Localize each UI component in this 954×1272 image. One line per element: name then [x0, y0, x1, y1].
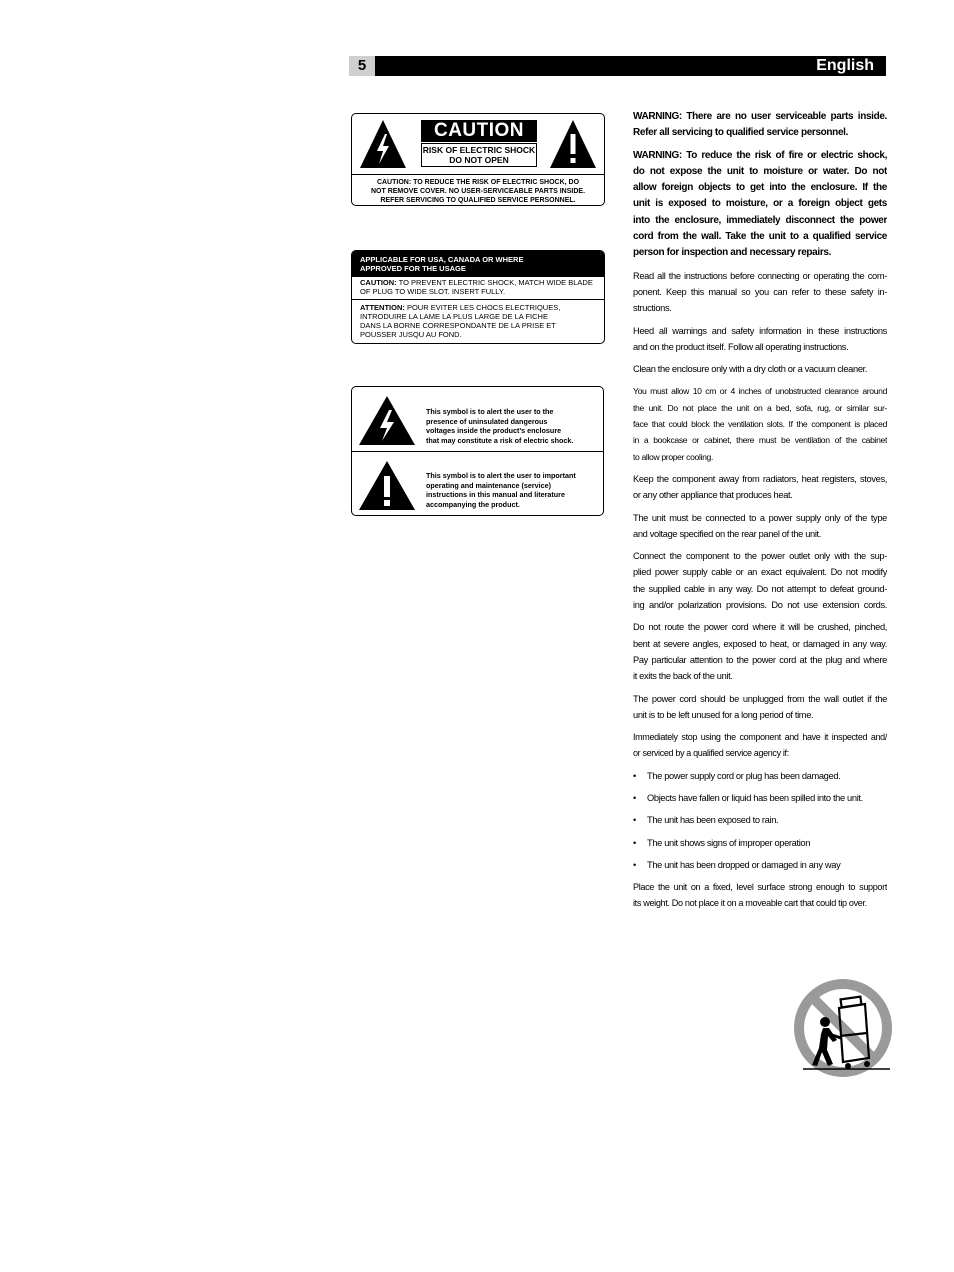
text-line: Read all the instructions before connecting or operating the com-	[633, 270, 887, 281]
text-line: unit is to be left unused for a long period of time.	[633, 709, 814, 720]
caution-top	[352, 114, 604, 174]
attention-text: DANS LA BORNE CORRESPONDANTE DE LA PRISE ET	[360, 321, 556, 330]
page-number: 5	[349, 56, 375, 76]
text-line: cord from the wall. Take the unit to a qualified service	[633, 231, 887, 243]
list-item: • The unit has been dropped or damaged in any way	[633, 857, 887, 873]
symbol-text-line: operating and maintenance (service)	[426, 480, 552, 490]
text-line: face that could block the ventilation slots. If the component is placed	[633, 419, 887, 430]
damage-conditions-list	[633, 768, 887, 873]
text-line: person for inspection and necessary repairs.	[633, 247, 832, 259]
text-line: do not expose the unit to moisture or water. Do not	[633, 165, 887, 177]
paragraph-placement	[633, 879, 887, 912]
caution-text: OF PLUG TO WIDE SLOT. INSERT FULLY.	[360, 287, 506, 296]
text-line: Clean the enclosure only with a dry cloth or a vacuum cleaner.	[633, 364, 868, 375]
caution-note-line: REFER SERVICING TO QUALIFIED SERVICE PERSONNEL.	[380, 197, 576, 204]
paragraph-stop-using	[633, 729, 887, 762]
text-line: the unit. Do not place the unit on a bed, sofa, rug, or similar sur-	[633, 402, 887, 413]
paragraph-power-cable	[633, 548, 887, 613]
applicable-heading-line: APPROVED FOR THE USAGE	[360, 264, 466, 273]
text-line: Connect the component to the power outlet only with the sup-	[633, 551, 887, 562]
caution-prefix: CAUTION:	[360, 278, 397, 287]
text-line: in a bookcase or cabinet, there must be ventilation of the cabinet	[633, 435, 887, 446]
symbol-text-line: This symbol is to alert the user to the	[426, 407, 554, 416]
symbol-explanation-box	[351, 386, 604, 516]
text-line: structions.	[633, 303, 672, 314]
attention-text: INTRODUIRE LA LAME LA PLUS LARGE DE LA FICHE	[360, 312, 548, 321]
caution-title: CAUTION	[421, 120, 537, 142]
text-line: it exits the back of the unit.	[633, 671, 733, 682]
text-line: bent at severe angles, exposed to heat, or damaged in any way.	[633, 638, 887, 649]
caution-note	[352, 174, 604, 205]
paragraph-clearance	[633, 383, 887, 464]
text-line: ponent. Keep this manual so you can refer to these safety in-	[633, 286, 887, 297]
applicable-caution	[352, 278, 604, 300]
text-line: the supplied cable in any way. Do not attempt to defeat ground-	[633, 583, 887, 594]
text-line: Pay particular attention to the power cord at the plug and where	[633, 654, 887, 665]
caution-label-box	[351, 113, 605, 206]
risk-label	[421, 143, 537, 167]
text-line: or serviced by a qualified service agency if:	[633, 748, 789, 759]
paragraph-heed-warnings	[633, 323, 887, 356]
risk-line-1: RISK OF ELECTRIC SHOCK	[422, 145, 536, 155]
list-item: • Objects have fallen or liquid has been spilled into the unit.	[633, 790, 887, 806]
exclamation-triangle-icon	[548, 118, 598, 170]
list-item: • The power supply cord or plug has been damaged.	[633, 768, 887, 784]
applicable-heading	[352, 251, 604, 277]
text-line: or any other appliance that produces heat.	[633, 490, 793, 501]
risk-line-2: DO NOT OPEN	[449, 155, 509, 165]
lightning-symbol-row	[352, 387, 603, 452]
text-line: plied power supply cable or an exact equivalent. Do not modify	[633, 567, 887, 578]
lightning-symbol-text	[426, 407, 602, 445]
applicable-heading-line: APPLICABLE FOR USA, CANADA OR WHERE	[360, 255, 524, 264]
symbol-text-line: voltages inside the product's enclosure	[426, 426, 562, 435]
text-line: unit is exposed to moisture, or a foreign object gets	[633, 198, 887, 210]
text-line: WARNING: To reduce the risk of fire or electric shock,	[633, 149, 887, 161]
symbol-text-line: accompanying the product.	[426, 499, 520, 509]
attention-text: POUSSER JUSQU AU FOND.	[360, 330, 462, 339]
lightning-triangle-icon	[356, 393, 418, 447]
text-line: The power cord should be unplugged from the wall outlet if the	[633, 693, 887, 704]
paragraph-read-instructions	[633, 268, 887, 317]
caution-note-line: CAUTION: TO REDUCE THE RISK OF ELECTRIC SHOCK, DO	[376, 179, 580, 186]
no-cart-tip-over-icon	[793, 978, 893, 1078]
text-line: allow foreign objects to get into the enclosure. If the	[633, 182, 887, 194]
symbol-text-line: presence of uninsulated dangerous	[426, 416, 548, 426]
text-line: Heed all warnings and safety information in these instructions	[633, 325, 887, 336]
text-line: its weight. Do not place it on a moveable cart that could tip over.	[633, 898, 867, 909]
paragraph-power-supply	[633, 510, 887, 543]
safety-instructions	[633, 109, 887, 918]
exclamation-symbol-row	[352, 452, 603, 516]
text-line: and voltage specified on the rear panel of the unit.	[633, 528, 822, 539]
applicable-label-box	[351, 250, 605, 344]
symbol-text-line: This symbol is to alert the user to important	[426, 471, 576, 480]
text-line: The unit must be connected to a power supply only of the type	[633, 512, 887, 523]
text-line: Place the unit on a fixed, level surface strong enough to support	[633, 882, 887, 893]
language-title: English	[816, 57, 874, 74]
caution-text: TO PREVENT ELECTRIC SHOCK, MATCH WIDE BLADE	[396, 278, 593, 287]
text-line: ing and/or polarization provisions. Do not use extension cords.	[633, 600, 887, 611]
text-line: Immediately stop using the component and have it inspected and/	[633, 732, 887, 743]
paragraph-unplug	[633, 691, 887, 724]
warning-fire-shock	[633, 148, 887, 262]
symbol-text-line: instructions in this manual and literature	[426, 490, 565, 499]
list-item: • The unit shows signs of improper operation	[633, 835, 887, 851]
paragraph-clean	[633, 361, 887, 377]
applicable-attention	[352, 303, 604, 339]
list-item: • The unit has been exposed to rain.	[633, 812, 887, 828]
warning-serviceable	[633, 109, 887, 142]
paragraph-heat	[633, 471, 887, 504]
text-line: You must allow 10 cm or 4 inches of unobstructed clearance around	[633, 386, 887, 397]
attention-text: POUR EVITER LES CHOCS ELECTRIQUES,	[404, 303, 561, 312]
exclamation-symbol-text	[426, 471, 602, 509]
text-line: Do not route the power cord where it will be crushed, pinched,	[633, 622, 887, 633]
lightning-triangle-icon	[358, 118, 408, 170]
text-line: into the enclosure, immediately disconnect the power	[633, 214, 887, 226]
caution-note-line: NOT REMOVE COVER. NO USER-SERVICEABLE PARTS INSIDE.	[370, 188, 586, 195]
text-line: and on the product itself. Follow all operating instructions.	[633, 341, 849, 352]
exclamation-triangle-icon	[356, 458, 418, 512]
text-line: Keep the component away from radiators, heat registers, stoves,	[633, 473, 887, 484]
paragraph-power-cord-route	[633, 619, 887, 684]
text-line: to allow proper cooling.	[633, 451, 713, 462]
text-line: WARNING: There are no user serviceable parts inside.	[633, 111, 887, 122]
text-line: Refer all servicing to qualified service personnel.	[633, 127, 849, 139]
attention-prefix: ATTENTION:	[360, 303, 405, 312]
header-bar	[375, 56, 886, 76]
symbol-text-line: that may constitute a risk of electric shock.	[426, 435, 574, 445]
